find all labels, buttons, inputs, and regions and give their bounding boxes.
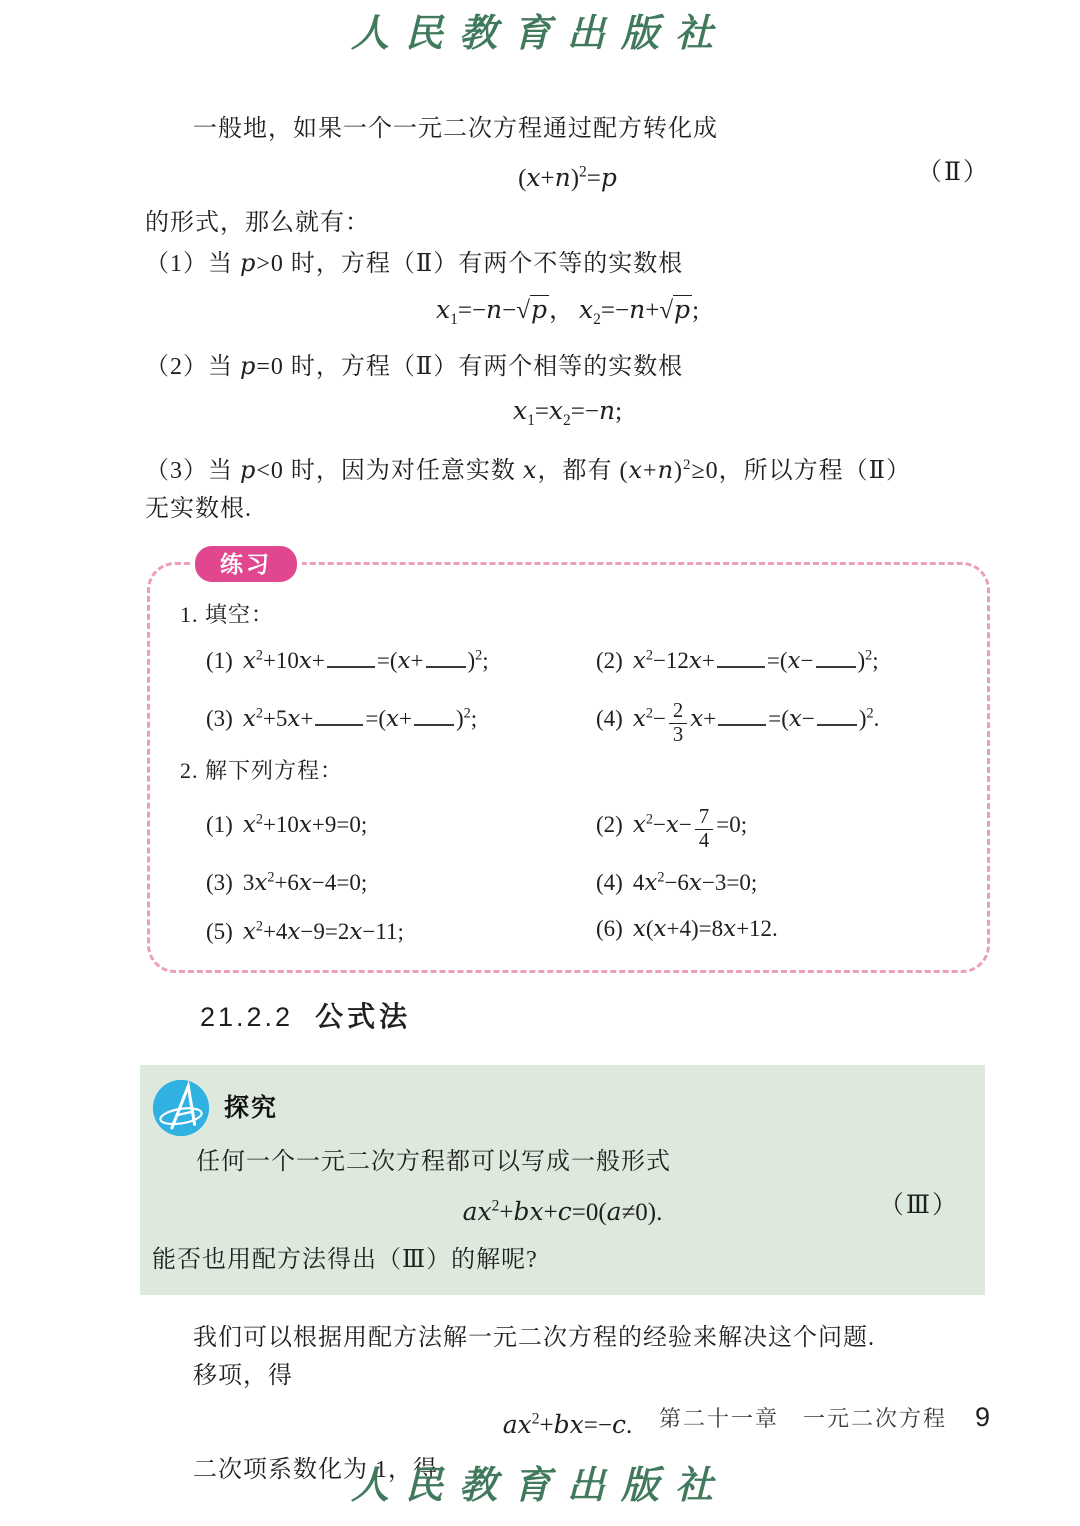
exercise-item: (3) $x^2+5x+ =(x+ )^2$; (206, 685, 596, 747)
publisher-logo-top: 人民教育出版社 (350, 10, 729, 55)
exercise-formula: $x^2-x-$ $\frac{7}{4}$ =0; (632, 806, 748, 853)
equation-row-equal-roots (145, 389, 990, 443)
exercise-formula: $x^2+5x+ =(x+ )^2$; (243, 706, 477, 731)
explore-line-2: 能否也用配方法得出（Ⅲ）的解呢? (152, 1246, 538, 1273)
explore-badge: 探究 (224, 1094, 279, 1123)
equation-row-roots (145, 286, 990, 344)
practice-q2-row-3 (180, 903, 971, 953)
section-title: 公式法 (315, 1001, 412, 1033)
practice-q2-row-2 (180, 853, 971, 903)
equation-row-main (145, 151, 990, 201)
practice-badge: 练习 (190, 541, 302, 587)
equation-tag-II: （Ⅱ） (917, 159, 990, 186)
closing-line-3: 二次项系数化为 1，得 (193, 1456, 438, 1483)
intro-line-2: 的形式，那么就有： (145, 210, 370, 237)
explore-header (152, 1079, 973, 1137)
section-number: 21.2.2 (200, 1002, 294, 1033)
equation-general-form: $ax^2+bx+c=0(a\ne 0)$. (462, 1196, 663, 1226)
equation-tag-III: （Ⅲ） (878, 1192, 959, 1220)
publisher-logo-bottom: 人民教育出版社 (350, 1462, 729, 1507)
exercise-formula: $x^2+10x+9=0$; (242, 811, 368, 838)
explore-box (140, 1065, 985, 1294)
equation-two-roots: $x_1=-n-√p$， $x_2=-n+√p$; (435, 295, 700, 329)
page-footer (659, 1398, 990, 1438)
exercise-formula: $x^2+10x+ =(x+ )^2$; (243, 648, 489, 673)
exercise-formula: $x^2-12x+ =(x- )^2$; (633, 648, 879, 673)
case-3-line-1: （3）当 p<0 时，因为对任意实数 x，都有 $(x+n)^2\ge 0$，所以方程（Ⅱ） (145, 456, 911, 485)
case-1-line: （1）当 p>0 时，方程（Ⅱ）有两个不等的实数根 (145, 249, 684, 278)
case-3-line-2: 无实数根. (145, 496, 252, 523)
practice-q2-row-1 (180, 787, 971, 853)
equation-moved-terms: $ax^2+bx=-c$. (502, 1409, 633, 1439)
exercise-formula: $x^2+4x-9=2x-11$; (242, 918, 404, 946)
exercise-item: (1) $x^2+10x+ =(x+ )^2$; (206, 635, 596, 681)
section-heading (200, 999, 990, 1035)
exercise-item: (4) $x^2-$ $\frac{2}{3}$ $x+ =(x- )^2$. (596, 700, 880, 747)
exercise-item: (5) $x^2+4x-9=2x-11$; (206, 918, 404, 946)
footer-chapter-title: 第二十一章 一元二次方程 (658, 1406, 947, 1431)
explore-line-1: 任何一个一元二次方程都可以写成一般形式 (196, 1149, 671, 1176)
equation-x-plus-n-squared: $(x+n)^2=p$ (518, 163, 617, 193)
equation-equal-roots: $x_1=x_2=-n$; (512, 396, 623, 430)
exercise-item: (4) $4x^2-6x-3=0$; (596, 868, 758, 896)
exercise-item: (3) $3x^2+6x-4=0$; (206, 868, 368, 896)
footer-page-number: 9 (974, 1402, 990, 1432)
practice-q1-label: 1. 填空： (180, 602, 275, 628)
exercise-item: (1) $x^2+10x+9=0$; (206, 811, 368, 838)
exercise-item: (2) $x^2-x-$ $\frac{7}{4}$ =0; (596, 806, 748, 853)
exercise-formula: $4x^2-6x-3=0$; (632, 868, 758, 896)
practice-q1-row-1 (180, 631, 971, 681)
closing-line-1: 我们可以根据用配方法解一元二次方程的经验来解决这个问题. (193, 1324, 875, 1351)
case-2-line: （2）当 p=0 时，方程（Ⅱ）有两个相等的实数根 (145, 352, 684, 381)
equation-row-general-form (152, 1184, 973, 1234)
exercise-item: (2) $x^2-12x+ =(x- )^2$; (596, 635, 971, 681)
practice-box (147, 551, 990, 973)
exercise-formula: $x^2-$ $\frac{2}{3}$ $x+ =(x- )^2$. (632, 700, 880, 747)
compass-icon (152, 1079, 210, 1137)
closing-line-2: 移项，得 (193, 1362, 293, 1389)
practice-q2-label: 2. 解下列方程： (180, 757, 344, 783)
exercise-formula: x(x+4)=8x+12. (632, 916, 778, 943)
exercise-formula: $3x^2+6x-4=0$; (242, 868, 368, 896)
page-content (145, 110, 990, 1489)
practice-q1-row-2 (180, 681, 971, 747)
intro-line-1: 一般地，如果一个一元二次方程通过配方转化成 (193, 116, 718, 142)
exercise-item: (6) x(x+4)=8x+12. (596, 916, 778, 943)
